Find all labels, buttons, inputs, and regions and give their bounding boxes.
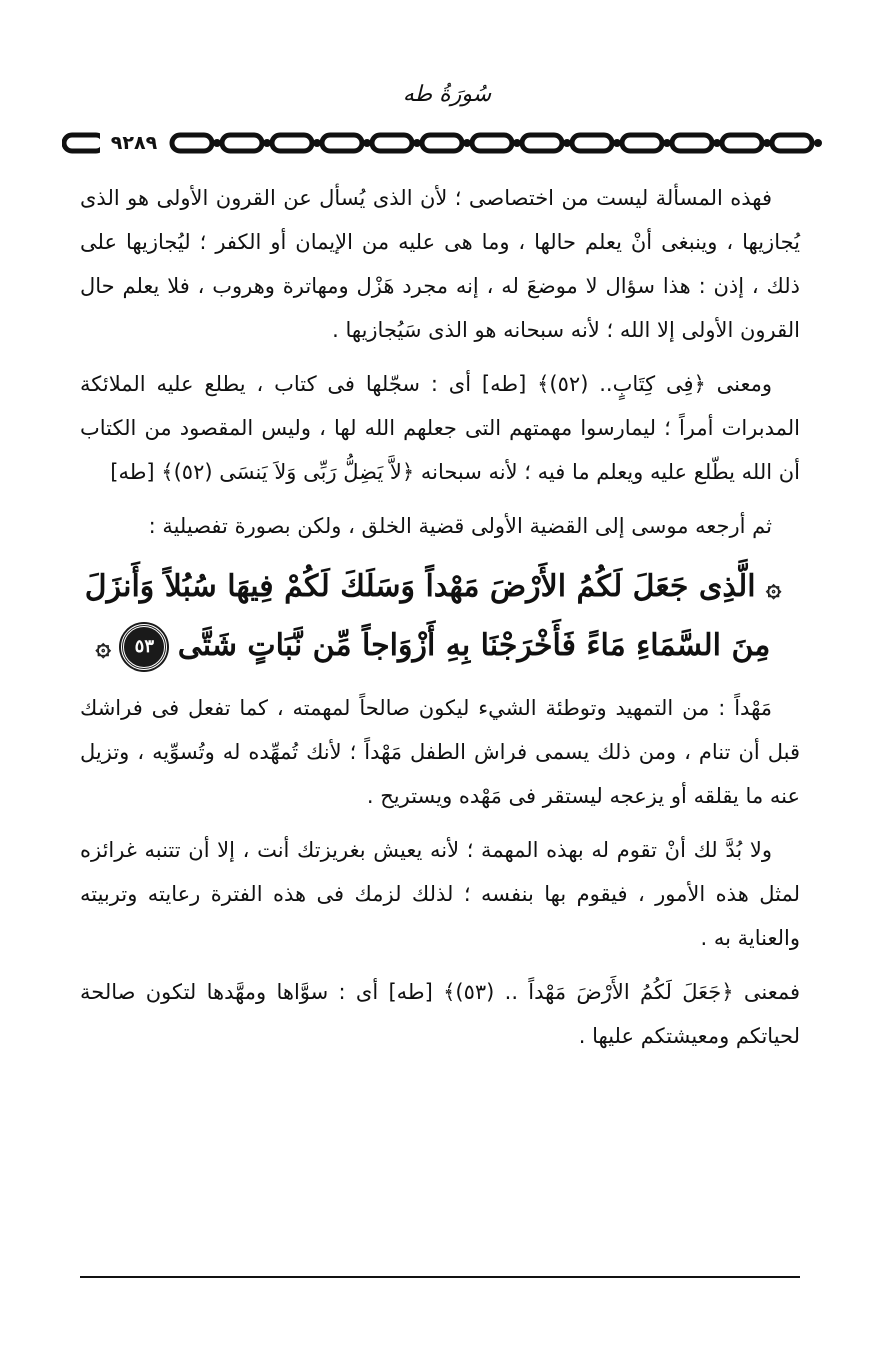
paragraph-3: ثم أرجعه موسى إلى القضية الأولى قضية الخلق ، ولكن بصورة تفصيلية : (148, 514, 772, 538)
verse-open-ornament-icon: ۞ (766, 573, 782, 603)
paragraph-1: فهذه المسألة ليست من اختصاصى ؛ لأن الذى يُسأل عن القرون الأولى هو الذى يُجازيها ، وينبغى أنْ يعلم حالها ، وما هى عليه من الإيمان أو الكفر ؛ ليُجازيها على ذلك ، إذن : هذا سؤال لا موضعَ له ، إنه مجرد هَزْل ومهاترة وهروب ، فلا يعلم حال القرون الأولى إلا الله ؛ لأنه سبحانه هو الذى سَيُجازيها . (80, 186, 800, 342)
paragraph-5: ولا بُدَّ لك أنْ تقوم له بهذه المهمة ؛ لأنه يعيش بغريزتك أنت ، إلا أن تتنبه غرائزه لمثل هذه الأمور ، فيقوم بها بنفسه ؛ لذلك لزمك فى هذه الفترة رعايته وتربيته والعناية به . (80, 838, 800, 950)
page-number: ٩٢٨٩ (100, 124, 168, 162)
paragraph-2: ومعنى ﴿فِى كِتَابٍ.. (٥٢)﴾ [طه] أى : سجّلها فى كتاب ، يطلع عليه الملائكة المدبرات أمراً ؛ ليمارسوا مهمتهم التى جعلهم الله لها ، وليس المقصود من الكتاب أن الله يطّلع عليه ويعلم ما فيه ؛ لأنه سبحانه ﴿لاَّ يَضِلُّ رَبِّى وَلاَ يَنسَى (٥٢)﴾ [طه] (80, 372, 800, 484)
page-body (80, 176, 800, 1068)
verse-line-2 (66, 617, 800, 676)
verse-close-ornament-icon: ۞ (95, 632, 111, 662)
paragraph-4: مَهْداً : من التمهيد وتوطئة الشيء ليكون صالحاً لمهمته ، كما تفعل فى فراشك قبل أن تنام ، ومن ذلك يسمى فراش الطفل مَهْداً ؛ لأنك تُمهِّده له وتُسوِّيه ، وتزيل عنه ما يقلقه أو يزعجه ليستقر فى مَهْده ويستريح . (80, 696, 800, 808)
paragraph-6: فمعنى ﴿جَعَلَ لَكُمُ الأَرْضَ مَهْداً .. (٥٣)﴾ [طه] أى : سوَّاها ومهَّدها لتكون صالحة لحياتكم ومعيشتكم عليها . (80, 980, 800, 1048)
verse-text-line-2: مِنَ السَّمَاءِ مَاءً فَأَخْرَجْنَا بِهِ أَزْوَاجاً مِّن نَّبَاتٍ شَتَّى (177, 628, 771, 663)
verse-line-1 (66, 558, 800, 617)
verse-number-badge: ٥٣ (121, 624, 167, 670)
verse-text-line-1: الَّذِى جَعَلَ لَكُمُ الأَرْضَ مَهْداً وَسَلَكَ لَكُمْ فِيهَا سُبُلاً وَأَنزَلَ (84, 569, 756, 604)
surah-title: سُورَةُ طه (402, 82, 492, 107)
bottom-divider (80, 1276, 800, 1278)
quran-verse-block (66, 558, 800, 676)
decorative-chain-border (62, 126, 832, 160)
